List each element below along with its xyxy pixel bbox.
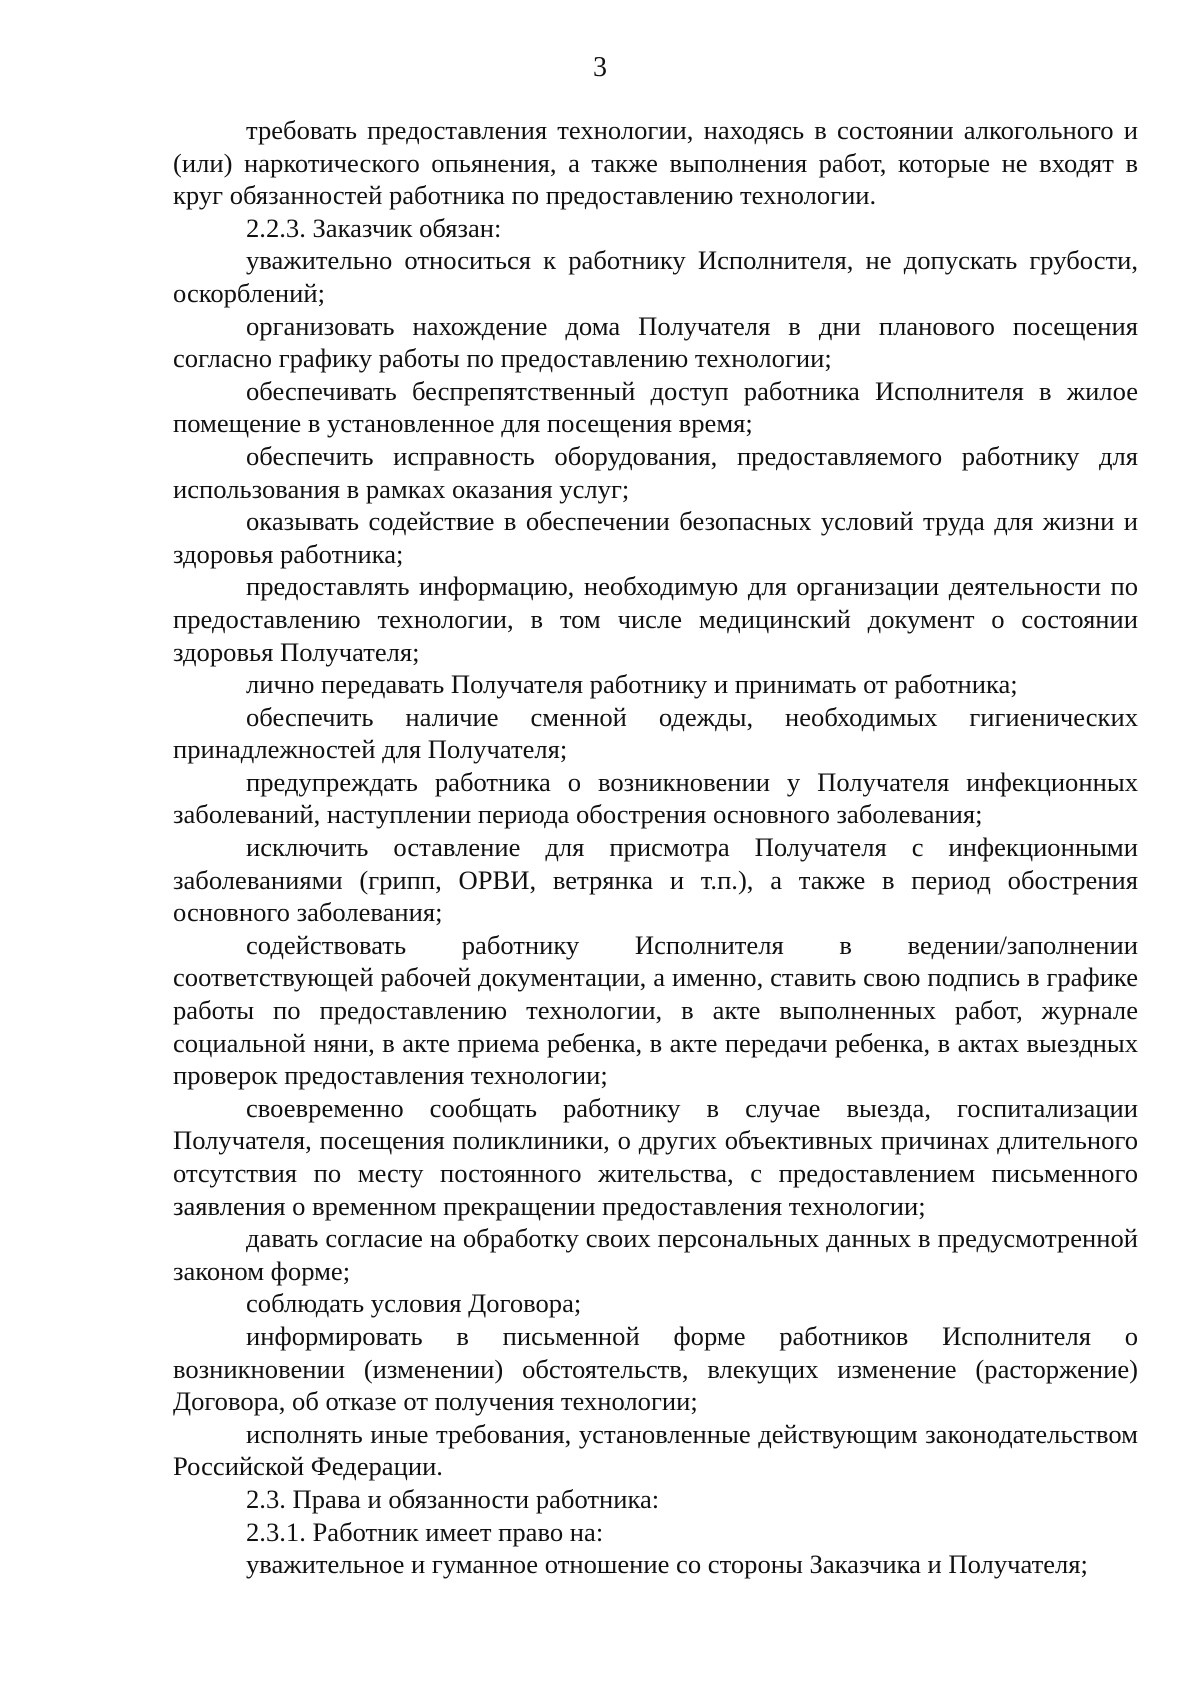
customer-duty-documentation: содействовать работнику Исполнителя в ведении/заполнении соответствующей рабочей документации, а именно, ставить свою подпись в графике работы по предоставлению технологии, в акте выполненных работ, журнале социальной няни, в акте приема ребенка, в акте передачи ребенка, в актах выездных проверок предоставления технологии;: [173, 929, 1138, 1091]
page-number: 3: [593, 52, 607, 83]
customer-duty-information: предоставлять информацию, необходимую для организации деятельности по предоставлению технологии, в том числе медицинский документ о состоянии здоровья Получателя;: [173, 571, 1138, 667]
customer-duty-access: обеспечивать беспрепятственный доступ работника Исполнителя в жилое помещение в установленное для посещения время;: [173, 375, 1138, 439]
worker-right-respect: уважительное и гуманное отношение со стороны Заказчика и Получателя;: [246, 1549, 1088, 1580]
customer-duty-exclude-infectious: исключить оставление для присмотра Получателя с инфекционными заболеваниями (грипп, ОРВИ, ветрянка и т.п.), а также в период обострения основного заболевания;: [173, 832, 1138, 928]
customer-duty-warn-infection: предупреждать работника о возникновении у Получателя инфекционных заболеваний, наступлении периода обострения основного заболевания;: [173, 766, 1138, 830]
section-2-3-1-heading: 2.3.1. Работник имеет право на:: [246, 1516, 604, 1547]
section-2-3-heading: 2.3. Права и обязанности работника:: [246, 1483, 660, 1514]
customer-duty-respect: уважительно относиться к работнику Исполнителя, не допускать грубости, оскорблений;: [173, 245, 1138, 308]
customer-duty-inform-changes: информировать в письменной форме работников Исполнителя о возникновении (изменении) обстоятельств, влекущих изменение (расторжение) Договора, об отказе от получения технологии;: [173, 1320, 1138, 1417]
document-body: [173, 114, 1138, 1581]
section-2-2-3-heading: 2.2.3. Заказчик обязан:: [246, 212, 502, 243]
customer-duty-clothing: обеспечить наличие сменной одежды, необходимых гигиенических принадлежностей для Получателя;: [173, 701, 1138, 765]
customer-duty-notify-absence: своевременно сообщать работнику в случае выезда, госпитализации Получателя, посещения поликлиники, о других объективных причинах длительного отсутствия по месту постоянного жительства, с предоставлением письменного заявления о временном прекращении предоставления технологии;: [173, 1092, 1138, 1221]
customer-duty-contract-terms: соблюдать условия Договора;: [246, 1288, 582, 1319]
customer-duty-safety: оказывать содействие в обеспечении безопасных условий труда для жизни и здоровья работника;: [173, 506, 1138, 569]
customer-duty-presence: организовать нахождение дома Получателя в дни планового посещения согласно графику работы по предоставлению технологии;: [173, 310, 1138, 374]
customer-duty-handover: лично передавать Получателя работнику и принимать от работника;: [246, 669, 1018, 700]
customer-duty-personal-data: давать согласие на обработку своих персональных данных в предусмотренной законом форме;: [173, 1223, 1138, 1286]
paragraph-continuation: требовать предоставления технологии, находясь в состоянии алкогольного и (или) наркотического опьянения, а также выполнения работ, которые не входят в круг обязанностей работника по предоставлению технологии.: [173, 115, 1138, 211]
customer-duty-equipment: обеспечить исправность оборудования, предоставляемого работнику для использования в рамках оказания услуг;: [173, 440, 1138, 504]
customer-duty-other-requirements: исполнять иные требования, установленные действующим законодательством Российской Федерации.: [173, 1418, 1138, 1482]
